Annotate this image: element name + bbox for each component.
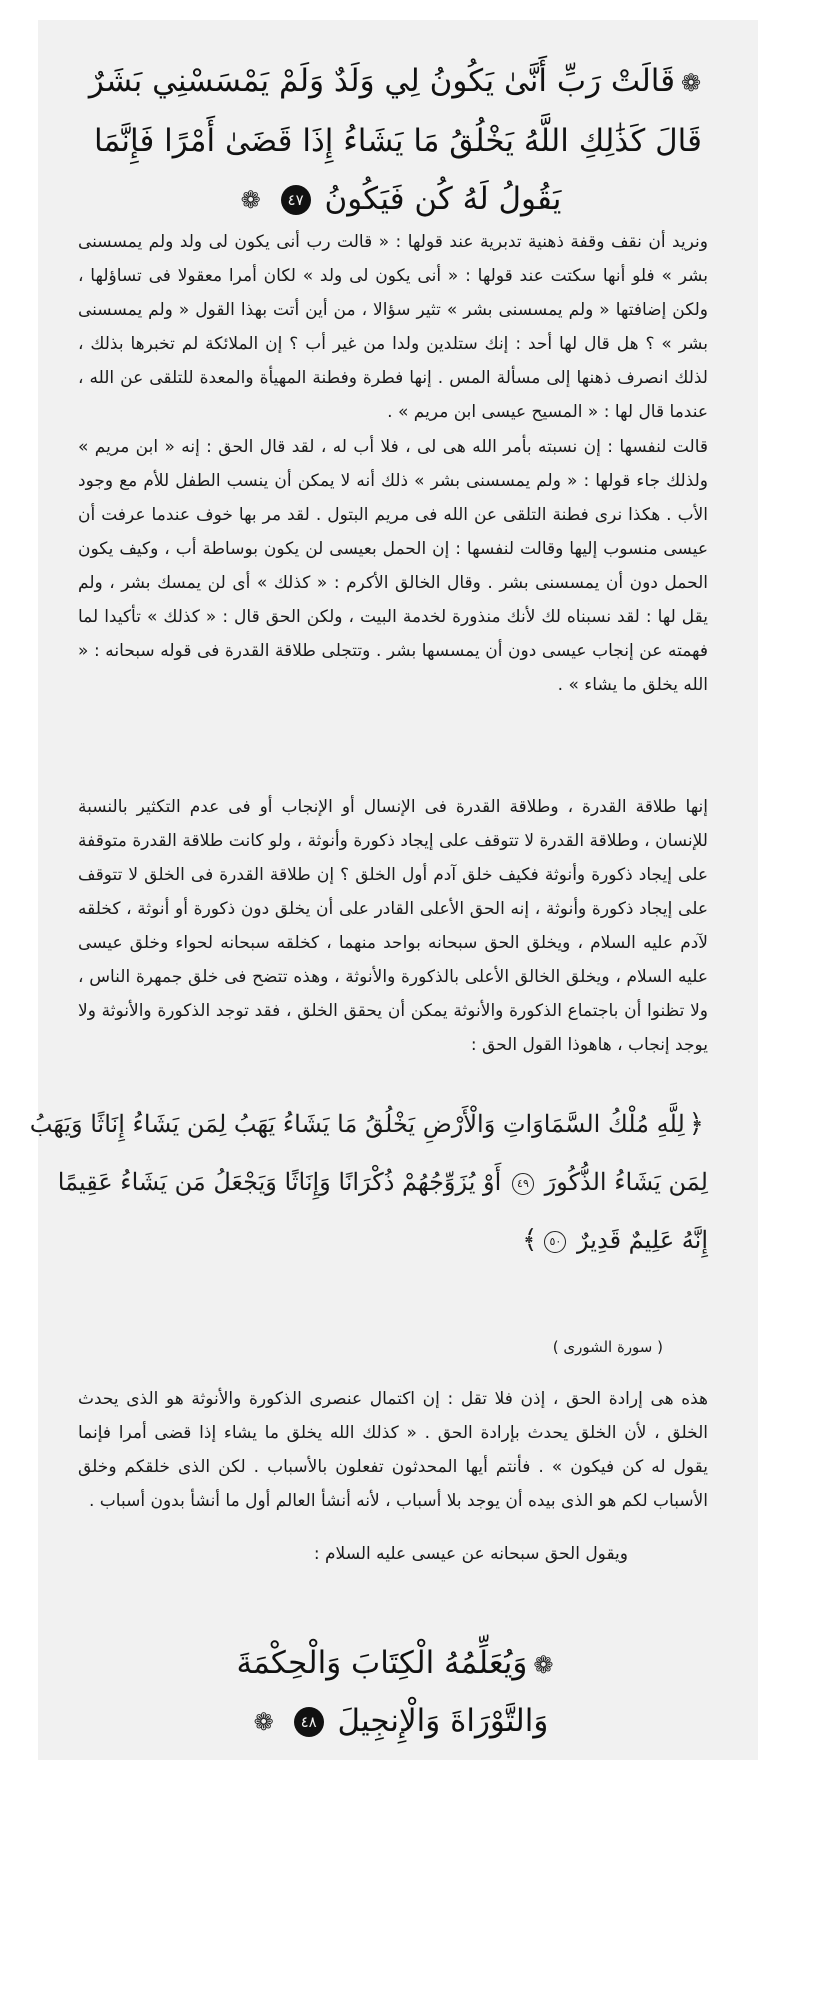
shura-quote-line-1 [29,1095,708,1153]
verse-48-line-1 [38,1635,758,1693]
shura-quote-text-3: إِنَّهُ عَلِيمٌ قَدِيرٌ [577,1226,708,1254]
bracket-close-icon: ﴾ [522,1225,538,1255]
verse-47-number: ٤٧ [281,185,311,215]
verse-end-ornament-icon: ❁ [240,186,261,214]
verse-47-text-3: يَقُولُ لَهُ كُن فَيَكُونُ [324,180,562,217]
quote-source: ( سورة الشورى ) [552,1338,663,1356]
verse-48-number: ٤٨ [294,1707,324,1737]
book-page [29,20,758,1760]
verse-48-text-1: وَيُعَلِّمُهُ الْكِتَابَ وَالْحِكْمَةَ [236,1645,528,1681]
shura-quote-line-3 [38,1211,708,1269]
verse-48-line-2 [38,1693,758,1751]
shura-quote-text-1: لِلَّهِ مُلْكُ السَّمَاوَاتِ وَالْأَرْضِ يَخْلُقُ مَا يَشَاءُ يَهَبُ لِمَن يَشَاءُ إِنَاثًا وَيَهَبُ [29,1110,685,1138]
shura-quote-text-2b: أَوْ يُزَوِّجُهُمْ ذُكْرَانًا وَإِنَاثًا وَيَجْعَلُ مَن يَشَاءُ عَقِيمًا [57,1168,502,1196]
verse-end-ornament-icon: ❁ [253,1708,274,1736]
verse-ornament-icon: ❁ [533,1650,554,1679]
paragraph-2: قالت لنفسها : إن نسبته بأمر الله هى لى ، فلا أب له ، لقد قال الحق : إنه « ابن مريم » ولذلك جاء قولها : « ولم يمسسنى بشر » ذلك أنه لا يمكن أن ينسب الطفل للأم مع وجود الأب . هكذا نرى فطنة التلقى عن الله فى مريم البتول . لقد مر بها خوف عندما عرفت أن عيسى منسوب إليها وقالت لنفسها : إن الحمل بعيسى لن يكون بوساطة أب ، وكيف يكون الحمل دون أن يمسسنى بشر . وقال الخالق الأكرم : « كذلك » أى لن يمسك بشر ، ولم يقل لها : لقد نسبناه لك لأنك منذورة لخدمة البيت ، ولكن الحق قال : « كذلك » تأكيدا لما فهمته عن إنجاب عيسى دون أن يمسسها بشر . وتتجلى طلاقة القدرة فى قوله سبحانه : « الله يخلق ما يشاء » . [78,437,708,695]
paragraph-1: ونريد أن نقف وقفة ذهنية تدبرية عند قولها : « قالت رب أنى يكون لى ولد ولم يمسسنى بشر » فلو أنها سكتت عند قولها : « أنى يكون لى ولد » لكان أمرا معقولا فى تساؤلها ، ولكن إضافتها « ولم يمسسنى بشر » تثير سؤالا ، من أين أتت بهذا القول « ولم يمسسنى بشر » ؟ هل قال لها أحد : إنك ستلدين ولدا من غير أب ؟ إن الملائكة لم تخبرها بذلك ، لذلك انصرف ذهنها إلى مسألة المس . إنها فطرة وفطنة المهيأة والمعدة للتلقى عن الله ، عندما قال لها : « المسيح عيسى ابن مريم » . [78,232,708,422]
bracket-open-icon: ﴿ [688,1109,704,1139]
paragraph-4: هذه هى إرادة الحق ، إذن فلا تقل : إن اكتمال عنصرى الذكورة والأنوثة هو الذى يحدث الخلق ، لأن الخلق يحدث بإرادة الحق . « كذلك الله يخلق ما يشاء إذا قضى أمرا فإنما يقول له كن فيكون » . فأنتم أيها المحدثون تفعلون بالأسباب . لكن الذى خلقكم وخلق الأسباب لكم هو الذى بيده أن يوجد بلا أسباب ، لأنه أنشأ العالم أول ما أنشأ بدون أسباب . [78,1389,708,1511]
shura-quote-text-2: لِمَن يَشَاءُ الذُّكُورَ [544,1168,708,1196]
verse-ornament-icon: ❁ [681,68,702,97]
verse-48-block [38,1635,758,1750]
shura-quote-line-2 [38,1153,708,1211]
paragraph-3: إنها طلاقة القدرة ، وطلاقة القدرة فى الإنسال أو الإنجاب أو فى عدم التكثير بالنسبة للإنسان ، وطلاقة القدرة لا تتوقف على إيجاد ذكورة وأنوثة ، ولو كانت طلاقة القدرة متوقفة على إيجاد ذكورة وأنوثة فكيف خلق آدم أول الخلق ؟ إن طلاقة القدرة فى الخلق لا تتوقف على إيجاد ذكورة وأنوثة ، إنه الحق الأعلى القادر على أن يخلق دون ذكورة أو أنوثة ، كخلقه لآدم عليه السلام ، ويخلق الحق سبحانه بواحد منهما ، كخلقه سبحانه لحواء وخلق عيسى عليه السلام ، ويخلق الخالق الأعلى بالذكورة والأنوثة ، وهذه تتضح فى خلق جمهرة الناس ، ولا تظنوا أن باجتماع الذكورة والأنوثة يمكن أن يحقق الخلق ، فقد توجد الذكورة والأنوثة ولا يوجد إنجاب ، هاهوذا القول الحق : [78,797,708,1055]
verse-47-line-2: قَالَ كَذَٰلِكِ اللَّهُ يَخْلُقُ مَا يَشَاءُ إِذَا قَضَىٰ أَمْرًا فَإِنَّمَا [94,122,702,159]
paragraph-5: ويقول الحق سبحانه عن عيسى عليه السلام : [313,1544,628,1564]
verse-47-block [38,20,758,229]
verse-49-number: ٤٩ [512,1173,534,1195]
verse-47-line-3 [38,170,758,230]
shura-quote [29,1095,758,1269]
verse-47-line-1 [38,52,758,112]
verse-47-text-1: قَالَتْ رَبِّ أَنَّىٰ يَكُونُ لِي وَلَدٌ وَلَمْ يَمْسَسْنِي بَشَرٌ [88,63,676,99]
verse-48-text-2: وَالتَّوْرَاةَ وَالْإِنجِيلَ [337,1702,549,1739]
verse-50-number: ٥٠ [544,1231,566,1253]
